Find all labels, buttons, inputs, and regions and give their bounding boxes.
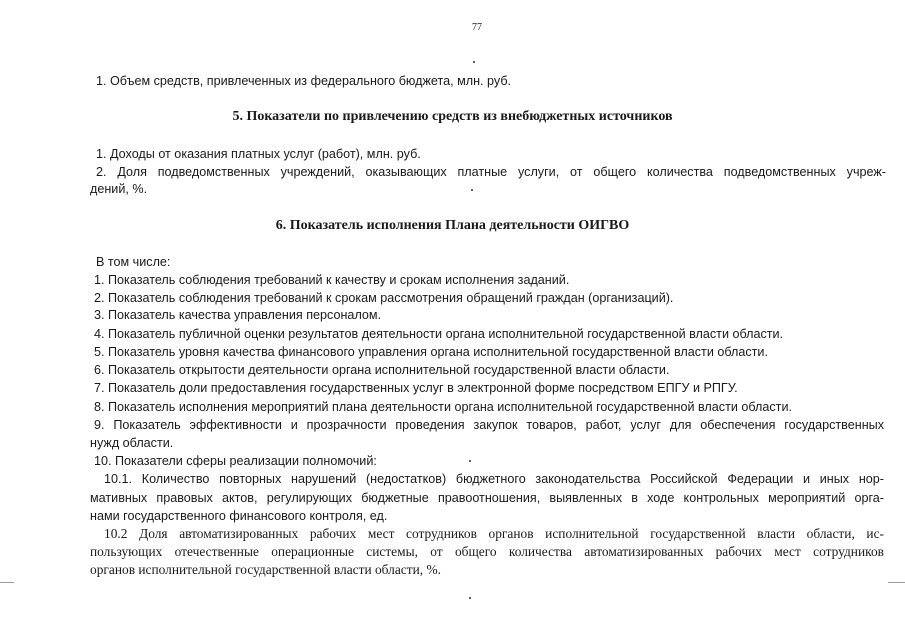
- scan-edge-mark: [0, 582, 14, 583]
- scan-speck: [469, 597, 471, 599]
- repeat-violations-line1: 10.1. Количество повторных нарушений (недостатков) бюджетного законодательства Российской Федерации и иных нор-: [104, 472, 884, 486]
- indicator-item: 5. Показатель уровня качества финансового управления органа исполнительной государственной власти области.: [94, 345, 768, 359]
- federal-budget-item: 1. Объем средств, привлеченных из федерального бюджета, млн. руб.: [96, 74, 512, 88]
- paid-services-share-item-line1: 2. Доля подведомственных учреждений, оказывающих платные услуги, от общего количества подведомственных учреж-: [96, 165, 886, 179]
- scan-speck: [471, 189, 473, 191]
- powers-indicators-heading: 10. Показатели сферы реализации полномочий:: [94, 454, 377, 468]
- section-6-intro: В том числе:: [96, 255, 171, 269]
- scan-speck: [473, 61, 475, 63]
- scan-edge-mark: [888, 582, 905, 583]
- repeat-violations-line2: мативных правовых актов, регулирующих бюджетные правоотношения, выявленных в ходе контрольных мероприятий орга-: [90, 491, 884, 505]
- indicator-item: 3. Показатель качества управления персоналом.: [94, 308, 382, 322]
- scan-speck: [469, 460, 471, 462]
- indicator-item: 8. Показатель исполнения мероприятий плана деятельности органа исполнительной государственной власти области.: [94, 400, 792, 414]
- section-5-heading: 5. Показатели по привлечению средств из внебюджетных источников: [232, 109, 673, 124]
- section-6-heading: 6. Показатель исполнения Плана деятельности ОИГВО: [275, 218, 630, 233]
- page-number: 77: [472, 22, 482, 33]
- procurement-indicator-line2: нужд области.: [90, 436, 174, 450]
- indicator-item: 2. Показатель соблюдения требований к срокам рассмотрения обращений граждан (организаций).: [94, 291, 674, 305]
- indicator-item: 4. Показатель публичной оценки результатов деятельности органа исполнительной государственной власти области.: [94, 327, 784, 341]
- indicator-item: 6. Показатель открытости деятельности органа исполнительной государственной власти области.: [94, 363, 670, 377]
- paid-services-income-item: 1. Доходы от оказания платных услуг (работ), млн. руб.: [96, 147, 421, 161]
- domestic-os-share-line3: органов исполнительной государственной власти области, %.: [90, 562, 441, 577]
- domestic-os-share-line1: 10.2 Доля автоматизированных рабочих мест сотрудников органов исполнительной государственной власти области, ис-: [104, 526, 884, 541]
- procurement-indicator-line1: 9. Показатель эффективности и прозрачности проведения закупок товаров, работ, услуг для обеспечения государственных: [94, 418, 884, 432]
- domestic-os-share-line2: пользующих отечественные операционные системы, от общего количества автоматизированных рабочих мест сотрудников: [90, 544, 884, 559]
- repeat-violations-line3: нами государственного финансового контроля, ед.: [90, 509, 388, 523]
- indicator-item: 1. Показатель соблюдения требований к качеству и срокам исполнения заданий.: [94, 273, 570, 287]
- paid-services-share-item-line2: дений, %.: [90, 182, 148, 196]
- indicator-item: 7. Показатель доли предоставления государственных услуг в электронной форме посредством ЕПГУ и РПГУ.: [94, 381, 738, 395]
